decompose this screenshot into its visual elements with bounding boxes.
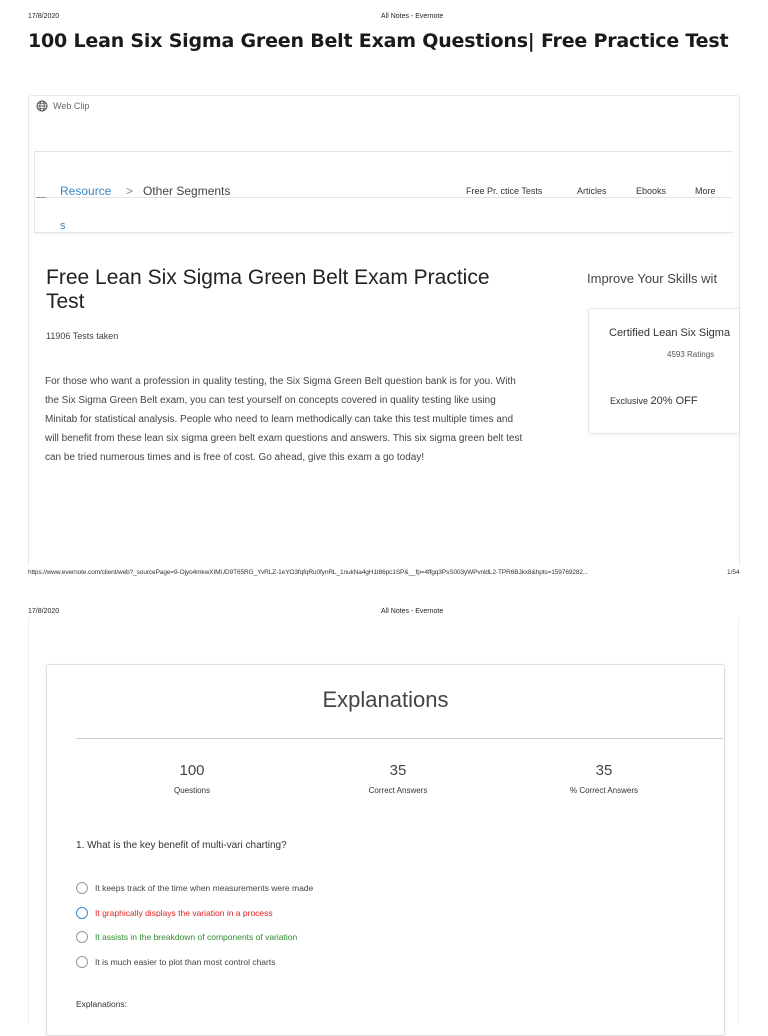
page2-right-edge bbox=[738, 618, 739, 1024]
tests-taken-count: 11906 Tests taken bbox=[46, 331, 119, 341]
answer-option-text: It assists in the breakdown of components of variation bbox=[95, 932, 298, 942]
answer-option[interactable] bbox=[76, 882, 313, 894]
discount-label: Exclusive bbox=[610, 396, 649, 406]
nav-link-articles[interactable]: Articles bbox=[577, 186, 607, 196]
course-card-ratings: 4593 Ratings bbox=[667, 350, 715, 359]
globe-icon bbox=[36, 100, 48, 112]
radio-button-selected[interactable] bbox=[76, 907, 88, 919]
stat-correct-label: Correct Answers bbox=[368, 786, 428, 795]
stats-divider bbox=[76, 738, 723, 739]
answer-option-text: It graphically displays the variation in a process bbox=[95, 908, 273, 918]
discount-value: 20% OFF bbox=[650, 395, 698, 407]
print-header-title-page2: All Notes - Evernote bbox=[381, 608, 444, 615]
nav-link-ebooks[interactable]: Ebooks bbox=[636, 186, 667, 196]
stat-correct-value: 35 bbox=[389, 762, 407, 779]
print-date-page2: 17/8/2020 bbox=[28, 608, 60, 615]
course-card-title[interactable]: Certified Lean Six Sigma bbox=[609, 327, 731, 339]
page-title: Free Lean Six Sigma Green Belt Exam Practice Test bbox=[46, 266, 490, 313]
answer-option[interactable] bbox=[76, 956, 275, 968]
explanations-heading: Explanations bbox=[322, 687, 449, 712]
sidebar-heading: Improve Your Skills wit bbox=[587, 271, 718, 286]
print-page-number: 1/54 bbox=[727, 569, 740, 576]
nav-link-more[interactable]: More bbox=[695, 186, 716, 196]
print-header-title: All Notes - Evernote bbox=[381, 13, 444, 20]
page2-left-edge bbox=[28, 618, 29, 1024]
breadcrumb-resources-link[interactable]: Resource bbox=[60, 184, 112, 198]
radio-button[interactable] bbox=[76, 956, 88, 968]
nav-link-free-practice-tests[interactable]: Free Pr. ctice Tests bbox=[466, 186, 543, 196]
web-clip-label bbox=[36, 100, 89, 112]
breadcrumb-resources-link-wrap[interactable]: s bbox=[60, 220, 66, 232]
stat-questions-label: Questions bbox=[173, 786, 211, 795]
print-date: 17/8/2020 bbox=[28, 13, 60, 20]
web-clip-text: Web Clip bbox=[53, 101, 90, 111]
breadcrumb-current: Other Segments bbox=[143, 184, 231, 198]
nav-dash bbox=[36, 197, 46, 198]
stat-percent-label: % Correct Answers bbox=[569, 786, 639, 795]
radio-button[interactable] bbox=[76, 882, 88, 894]
answer-option-selected[interactable] bbox=[76, 907, 273, 919]
site-nav-bar bbox=[34, 151, 733, 233]
answer-option-text: It is much easier to plot than most control charts bbox=[95, 957, 276, 967]
print-footer-url: https://www.evernote.com/client/web?_sourcePage=9-Ojyo4mkwXIMUD9T65RG_YvRLZ-1eYO3fqfqRu0fynRL_1nukNa4gH1t86pc1SP&__fp=4ffgq3PsS003yWPvnldL2-TPR6BJkx8&hpts=159769282... bbox=[28, 569, 589, 576]
test-description: For those who want a profession in quality testing, the Six Sigma Green Belt question bank is for you. With the Six Sigma Green Belt exam, you can test yourself on concepts covered in quality testing like using Minitab for statistical analysis. People who need to learn methodically can take this test multiple times and will benefit from these lean six sigma green belt exam questions and answers. This six sigma green belt test can be tried numerous times and is free of cost. Go ahead, give this exam a go today! bbox=[45, 376, 523, 463]
course-card-discount bbox=[610, 395, 698, 407]
stat-percent-value: 35 bbox=[595, 762, 613, 779]
answer-option-text: It keeps track of the time when measurements were made bbox=[95, 883, 314, 893]
answer-option-correct[interactable] bbox=[76, 931, 297, 943]
nav-divider bbox=[34, 197, 732, 198]
explanations-label: Explanations: bbox=[76, 999, 128, 1009]
chevron-right-icon: > bbox=[126, 184, 134, 198]
radio-button[interactable] bbox=[76, 931, 88, 943]
stat-questions-value: 100 bbox=[179, 762, 205, 779]
document-title: 100 Lean Six Sigma Green Belt Exam Questions| Free Practice Test bbox=[28, 30, 729, 52]
question-text: 1. What is the key benefit of multi-vari charting? bbox=[76, 840, 287, 851]
